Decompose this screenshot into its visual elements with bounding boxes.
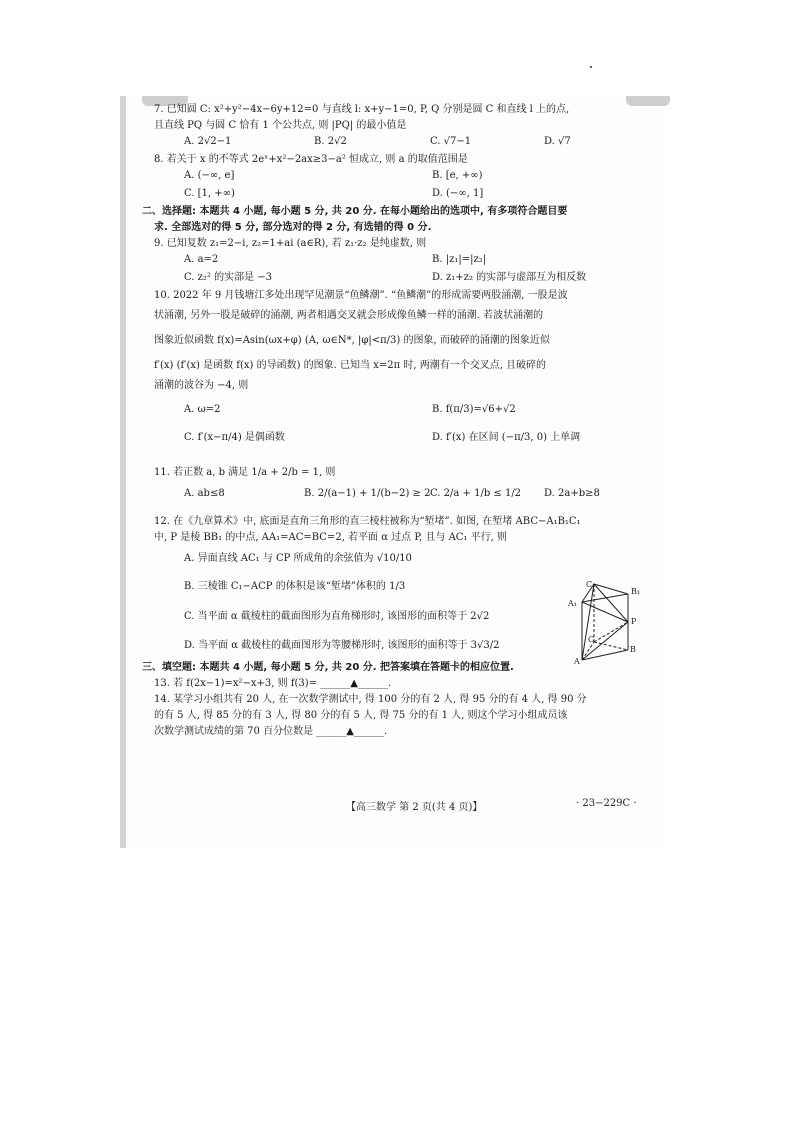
q9-option-d: D. z₁+z₂ 的实部与虚部互为相反数: [432, 272, 587, 283]
q9-stem: 9. 已知复数 z₁=2−i, z₂=1+ai (a∈R), 若 z₁·z₂ 是纯虚数, 则: [154, 238, 427, 249]
label-c: C: [588, 635, 595, 644]
label-c1: C₁: [586, 580, 596, 589]
q14-line-1: 14. 某学习小组共有 20 人, 在一次数学测试中, 得 100 分的有 2 人, 得 95 分的有 4 人, 得 90 分: [154, 694, 587, 705]
q11-option-b: B. 2/(a−1) + 1/(b−2) ≥ 2: [304, 488, 431, 499]
q12-option-d: D. 当平面 α 截棱柱的截面图形为等腰梯形时, 该图形的面积等于 3√3/2: [184, 640, 500, 651]
label-a: A: [574, 657, 580, 664]
q14-line-3: 次数学测试成绩的第 70 百分位数是 ______▲______.: [154, 726, 388, 737]
segment-c1-p: [594, 584, 628, 622]
q9-options-row1: [154, 252, 650, 270]
segment-a-c1: [582, 584, 594, 660]
label-p: P: [631, 617, 637, 626]
q8-options-row2: [154, 186, 650, 204]
q7-option-a: A. 2√2−1: [184, 136, 232, 147]
q9-options-row2: [154, 270, 650, 288]
q10-options-row2: [154, 430, 650, 460]
q11-options: [154, 486, 650, 514]
edge-a1-b1: [582, 594, 628, 602]
q10-option-d: D. f′(x) 在区间 (−π/3, 0) 上单调: [432, 432, 581, 443]
q8-options-row1: [154, 168, 650, 186]
section3-line: 三、填空题: 本题共 4 小题, 每小题 5 分, 共 20 分. 把答案填在答题卡的相应位置.: [142, 662, 514, 673]
q7-line-2: 且直线 PQ 与圆 C 恰有 1 个公共点, 则 |PQ| 的最小值是: [154, 120, 407, 131]
label-b1: B₁: [631, 587, 641, 596]
section2-line-2: 求. 全部选对的得 5 分, 部分选对的得 2 分, 有选错的得 0 分.: [154, 222, 432, 233]
q7-option-d: D. √7: [544, 136, 571, 147]
q7-options: [154, 134, 650, 152]
q12-option-c: C. 当平面 α 截棱柱的截面图形为直角梯形时, 该图形的面积等于 2√2: [184, 611, 490, 622]
q14-line-2: 的有 5 人, 得 85 分的有 3 人, 得 80 分的有 5 人, 得 75 分的有 1 人, 则这个学习小组成员该: [154, 710, 568, 721]
q8-option-b: B. [e, +∞): [432, 170, 483, 181]
q10-line-4: f′(x) (f′(x) 是函数 f(x) 的导函数) 的图象. 已知当 x=2π 时, 两潮有一个交叉点, 且破碎的: [154, 360, 547, 371]
prism-figure: [566, 580, 656, 664]
q7-line-1: 7. 已知圆 C: x²+y²−4x−6y+12=0 与直线 l: x+y−1=0, P, Q 分别是圆 C 和直线 l 上的点,: [154, 104, 570, 115]
q7-option-b: B. 2√2: [314, 136, 347, 147]
section2-line-1: 二、选择题: 本题共 4 小题, 每小题 5 分, 共 20 分. 在每小题给出的选项中, 有多项符合题目要: [142, 206, 568, 217]
q10-option-c: C. f′(x−π/4) 是偶函数: [184, 432, 285, 443]
q10-option-a: A. ω=2: [184, 404, 221, 415]
q11-option-a: A. ab≤8: [184, 488, 225, 499]
q12-option-b: B. 三棱锥 C₁−ACP 的体积是该“堑堵”体积的 1/3: [184, 581, 406, 592]
stray-dot: [590, 66, 592, 68]
footer-code: · 23−229C ·: [576, 798, 637, 809]
q10-line-3: 图象近似函数 f(x)=Asin(ωx+φ) (A, ω∈N*, |φ|<π/3) 的图象, 而破碎的涌潮的图象近似: [154, 335, 550, 346]
q8-option-a: A. (−∞, e]: [184, 170, 235, 181]
q10-line-2: 状涌潮, 另外一股是破碎的涌潮, 两者相遇交叉就会形成像鱼鳞一样的涌潮. 若波状涌潮的: [154, 310, 544, 321]
q9-option-c: C. z₂² 的实部是 −3: [184, 272, 273, 283]
label-a1: A₁: [568, 599, 577, 608]
q12-line-2: 中, P 是棱 BB₁ 的中点, AA₁=AC=BC=2, 若平面 α 过点 P, 且与 AC₁ 平行, 则: [154, 532, 507, 543]
page-footer: [120, 798, 660, 816]
q8-stem: 8. 若关于 x 的不等式 2eˣ+x²−2ax≥3−a² 恒成立, 则 a 的取值范围是: [154, 154, 468, 165]
q10-option-b: B. f(π/3)=√6+√2: [432, 404, 516, 415]
q8-option-d: D. (−∞, 1]: [432, 188, 484, 199]
q11-option-c: C. 2/a + 1/b ≤ 1/2: [430, 488, 522, 499]
q13-line: 13. 若 f(2x−1)=x²−x+3, 则 f(3)= ______▲______.: [154, 678, 392, 689]
q12-option-a: A. 异面直线 AC₁ 与 CP 所成角的余弦值为 √10/10: [184, 553, 412, 564]
edge-a-b: [582, 650, 628, 660]
q9-option-a: A. a=2: [184, 254, 219, 265]
label-b: B: [630, 645, 636, 654]
q10-line-1: 10. 2022 年 9 月钱塘江多处出现罕见潮景“鱼鳞潮”. “鱼鳞潮”的形成需要两股涌潮, 一股是波: [154, 290, 568, 301]
q8-option-c: C. [1, +∞): [184, 188, 235, 199]
q12-line-1: 12. 在《九章算术》中, 底面是直角三角形的直三棱柱被称为“堑堵”. 如图, 在堑堵 ABC−A₁B₁C₁: [154, 516, 581, 527]
q7-option-c: C. √7−1: [430, 136, 472, 147]
footer-page-info: 【高三数学 第 2 页(共 4 页)】: [346, 802, 483, 813]
q10-line-5: 涌潮的波谷为 −4, 则: [154, 380, 249, 391]
q11-option-d: D. 2a+b≥8: [544, 488, 600, 499]
q10-options-row1: [154, 402, 650, 430]
segment-c-p: [594, 622, 628, 642]
q9-option-b: B. |z₁|=|z₂|: [432, 254, 487, 265]
q11-stem: 11. 若正数 a, b 满足 1/a + 2/b = 1, 则: [154, 467, 336, 478]
